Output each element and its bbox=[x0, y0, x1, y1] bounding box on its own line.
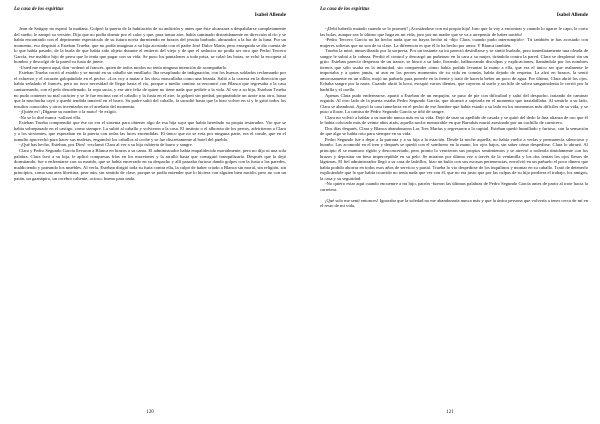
paragraph: -Pedro Tercero García no ha hecho nada que no hayas hecho tú -dijo Clara, cuando pudo interrumpirlo-. Tú también te has acostado con mujeres solteras que no son de tu clase. La diferencia es que él lo ha hecho por amor. Y Blanca también. bbox=[320, 37, 588, 48]
paragraph: Pedro Segundo fue a dejar a la patrona y a su hija a la estación. Desde la noche aquella, no había vuelto a verlas y permanecía silencioso y huraño. Las acomodó en el tren y después se quedó con el sombrero en la mano, los ojos bajos, sin saber cómo despedirse. Clara lo abrazó. Al principio él se mantuvo rígido y desconcertado, pero pronto lo vencieron sus propios sentimientos y se atrevió a rodearla tímidamente con los brazos y depositar un beso imperceptible en su pelo. Se miraron por última vez a través de la ventanilla y los dos tenían los ojos llenos de lágrimas. El fiel administrador llegó a su casa de ladrillos, hizo un bulto con sus escasas pertenencias, envolvió en un pañuelo el poco dinero que había podido ahorrar en todos esos años de servicio y partió. Trueba lo vio despedirse de los inquilinos y montar en su caballo. Trató de detenerlo explicándole que lo que había ocurrido no tenía nada que ver con él, que no era justo que por las culpas de su hijo perdiera el trabajo, los amigos, la casa y su seguridad. bbox=[320, 136, 588, 181]
running-header-author: Isabel Allende bbox=[254, 12, 286, 18]
paragraph: Dos días después, Clara y Blanca abandonaron Las Tres Marías y regresaron a la capital. Esteban quedó humillado y furioso, con la sensación de que algo se había roto para siempre en su vida. bbox=[320, 125, 588, 137]
paragraph: Clara no volvió a hablar a su marido nunca más en su vida. Dejó de usar su apellido de casada y se quitó del dedo la fina alianza de oro que él le había colocado más de veinte años atrás, aquella noche memorable en que Barrabás murió asesinado por un cuchillo de carnicero. bbox=[320, 114, 588, 126]
paragraph: -¡Quién es! ¡Dígame su nombre o la mato! -le exigió. bbox=[19, 109, 117, 115]
paragraph: -No quiero estar aquí cuando encuentre a mi hijo, patrón -fueron las últimas palabras de Pedro Segundo García antes de partir al trote hacia la carretera. bbox=[320, 181, 588, 192]
running-header-author: Isabel Allende bbox=[556, 12, 588, 18]
paragraph: -¡Debí haberlo matado cuando se lo prometí! ¡Acostándose con mi propia hija! Juro que lo voy a encontrar y cuando lo agarre le capo, le corto las bolas, aunque sea lo último que haga en mi vida, juro por mi madre que se va a arrepentir de haber nacido! bbox=[320, 26, 588, 37]
page-body bbox=[14, 26, 286, 181]
running-header-title: La casa de los espíritus bbox=[14, 6, 64, 12]
paragraph: -¡Qué has hecho, Esteban, por Dios! -exclamó Clara al ver a su hija cubierta de barro y sangre. bbox=[19, 142, 193, 148]
paragraph: -Usted me espera aquí, don -ordenó al francés, quien de todos modos no tenía ninguna intención de acompañarlo. bbox=[19, 64, 228, 70]
running-header-title: La casa de los espíritus bbox=[320, 6, 370, 12]
paragraph: Jean de Satigny no esperó la mañana. Golpeó la puerta de la habitación de su anfitrión y antes que éste alcanzara a despabilarse completamente del sueño, le zampó su versión. Dijo que no podía dormir por el calor y que, para tomar aire, había caminado distraídamente en dirección al río y se había encontrado con el deprimente espectáculo de su futura novia durmiendo en brazos del jesuita barbudo, abrazados a la luz de la luna. Por un momento, eso despistó a Esteban Trueba, que no podía imaginar a su hija acostada con el padre José Dulce María, pero enseguida se dio cuenta de lo que había pasado, de la burla de que había sido objeto durante el entierro del viejo y de que el seductor no podía ser otro que Pedro Tercero García, ese maldito hijo de perra que lo tenía que pagar con su vida. Se puso los pantalones a toda prisa, se calzó las botas, se echó la escopeta al hombro y descolgó de la pared su fusta de jinete. bbox=[14, 26, 286, 65]
page-number: 120 bbox=[146, 410, 154, 415]
right-page bbox=[300, 0, 600, 424]
paragraph: Trueba la miró, inmovilizado por la sorpresa. Por un instante su ira pareció desinflarse y se sintió burlado, pero inmediatamente una oleada de sangre le subió a la cabeza. Perdió el control y descargó un puñetazo en la cara a su mujer, tirándola contra la pared. Clara se desplomó sin un grito. Esteban pareció despertar de un trance, se hincó a su lado, llorando, balbuceando disculpas y explicaciones, llamándola por los nombres tiernos que sólo usaba en la intimidad, sin comprender cómo había podido levantar la mano a ella, que era el único ser que realmente le importaba y a quien jamás, ni aun en los peores momentos de su vida en común, había dejado de respetar. La alzó en brazos, la sentó amorosamente en un sillón, mojó un pañuelo para ponerle en la frente y trató de hacerla beber un poco de agua. Por último, Clara abrió los ojos. Echaba sangre por la nariz. Cuando abrió la boca, escupió varios dientes, que cayeron al suelo y un hilo de saliva sanguinolenta le corrió por la barbilla y el cuello. bbox=[320, 48, 588, 93]
paragraph: -No se lo diré nunca -sollozó ella. bbox=[19, 114, 82, 120]
page-number: 121 bbox=[446, 410, 454, 415]
paragraph: Esteban Trueba corrió al establo y se montó en su caballo sin ensillarlo. Iba resoplando de indignación, con los huesos soldados reclamando por el esfuerzo y el corazón galopándole en el pecho. «Los voy a matar a los dos» mascullaba como una letanía. Salió a la carrera en la dirección que había señalado el francés, pero no tuvo necesidad de llegar hasta el río, porque a medio camino se encontró con Blanca que regresaba a la casa canturreando, con el pelo desordenado, la ropa sucia, y ese aire feliz de quien no tiene nada que pedirle a la vida. Al ver a su hija, Esteban Trueba no pudo contener su mal carácter y se le fue encima con el caballo y la fusta en el aire, la golpeó sin piedad, propinándole un azote tras otro, hasta que la muchacha cayó y quedó tendida inmóvil en el barro. Su padre saltó del caballo, la sacudió hasta que la hizo volver en sí y le gritó todos los insultos conocidos y otros inventados en el arrebato del momento. bbox=[14, 70, 286, 109]
page-body bbox=[320, 26, 588, 209]
paragraph: Clara y Pedro Segundo García llevaron a Blanca en brazos a su cama. El administrador había empalidecido mortalmente, pero no dijo ni una sola palabra. Clara lavó a su hija, le aplicó compresas frías en los moretones y la arrulló hasta que consiguió tranquilizarla. Después que la dejó dormitando, fue a enfrentarse con su marido, que se había encerrado en su despacho y allí paseaba furioso dando golpes con la fusta a las paredes, maldiciendo y pateando los muebles. Al verla, Esteban dirigió toda su furia contra ella, la culpó de haber criado a Blanca sin moral, sin religión, sin principios, como una atea libertina, peor aún, sin sentido de clase, porque se podía entender que lo hiciera con alguien bien nacido, pero no con un patán, un gaznápiro, un cerebro caliente, ocioso, bueno para nada. bbox=[14, 148, 286, 181]
paragraph: Apenas Clara pudo enderezarse, apartó a Esteban de un empujón, se puso de pie con dificultad y salió del despacho, tratando de caminar erguida. Al otro lado de la puerta estaba Pedro Segundo García, que alcanzó a sujetarla en el momento que trastabillaba. Al sentirlo a su lado, Clara se abandonó. Apoyó la cara tumefacta en el pecho de ese hombre que había estado a su lado en los momentos más difíciles de su vida, y se puso a llorar. La camisa de Pedro Segundo García se tiñó de sangre. bbox=[320, 92, 588, 115]
paragraph: ¡Qué solo me sentí entonces! Ignoraba que la soledad no me abandonaría nunca más y que la única persona que volvería a tener cerca de mí en el resto de mi vida, bbox=[320, 197, 588, 209]
paragraph: Esteban Trueba comprendió que ése no era el sistema para obtener algo de esa hija suya que había heredado su propia testarudez. Vio que se había sobrepasado en el castigo, como siempre. La subió al caballo y volvieron a la casa. El instinto o el alboroto de los perros, advirtieron a Clara y a los sirvientes, que esperaban en la puerta con todas las luces encendidas. El único que no se veía por ninguna parte, era el conde, que en el tumulto aprovechó para hacer sus maletas, enganchó los caballos al coche y se fue discretamente al hotel del pueblo. bbox=[14, 120, 286, 142]
